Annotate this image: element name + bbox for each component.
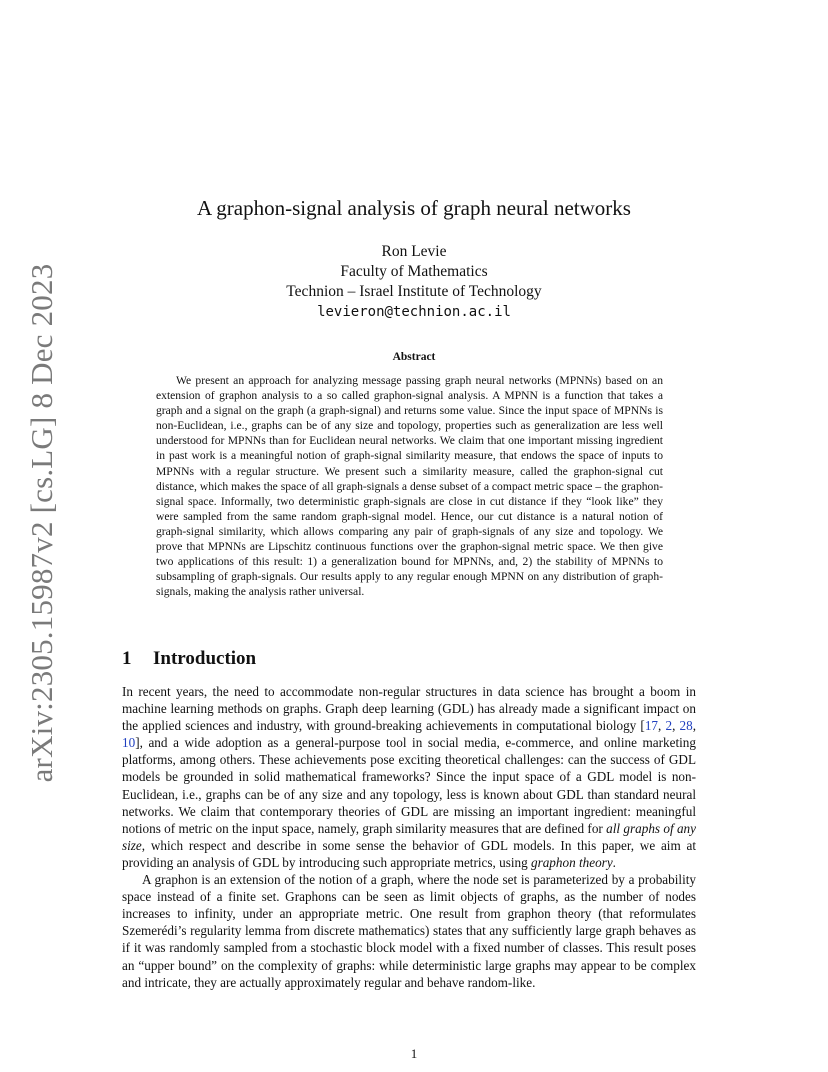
citation-link[interactable]: 10 xyxy=(122,735,136,751)
author-institution: Technion – Israel Institute of Technology xyxy=(286,283,542,300)
author-block xyxy=(0,242,828,322)
abstract-text: We present an approach for analyzing message passing graph neural networks (MPNNs) based on an extension of graphon analysis to a so called graphon-signal analysis. A MPNN is a function that takes a graph and a signal on the graph (a graph-signal) and returns some value. Since the input space of MPNNs is non-Euclidean, i.e., graphs can be of any size and topology, properties such as generalization are less well understood for MPNNs than for Euclidean neural networks. We claim that one important missing ingredient in past work is a meaningful notion of graph-signal similarity measure, that endows the space of inputs to MPNNs with a regular structure. We present such a similarity measure, called the graphon-signal cut distance, which makes the space of all graph-signals a dense subset of a compact metric space – the graphon-signal space. Informally, two deterministic graph-signals are close in cut distance if they “look like” they were sampled from the same random graph-signal model. Hence, our cut distance is a natural notion of graph-signal similarity, which allows comparing any pair of graph-signals of any size and topology. We prove that MPNNs are Lipschitz continuous functions over the graphon-signal metric space. We then give two applications of this result: 1) a generalization bound for MPNNs, and, 2) the stability of MPNNs to subsampling of graph-signals. Our results apply to any regular enough MPNN on any distribution of graph-signals, making the analysis rather universal. xyxy=(156,374,663,599)
section-heading xyxy=(122,648,256,670)
author-department: Faculty of Mathematics xyxy=(340,263,488,280)
citation-link[interactable]: 17 xyxy=(644,718,659,734)
paragraph-text: ], and a wide adoption as a general-purpose tool in social media, e-commerce, and online marketing platforms, among others. These achievements pose exciting theoretical challenges: can the success of GDL models be grounded in solid mathematical frameworks? Since the input space of a GDL model is non-Euclidean, i.e., graphs can be of any size and any topology, less is known about GDL than standard neural networks. We claim that contemporary theories of GDL are missing an important ingredient: meaningful notions of metric on the input space, namely, graph similarity measures that are defined for xyxy=(122,735,696,836)
citation-link[interactable]: 2 xyxy=(665,718,673,734)
paper-title: A graphon-signal analysis of graph neural networks xyxy=(197,196,631,220)
page-number: 1 xyxy=(410,1046,418,1061)
intro-paragraph-2: A graphon is an extension of the notion of a graph, where the node set is parameterized by a probability space instead of a finite set. Graphons can be seen as limit objects of graphs, as the number of nodes increases to infinity, under an appropriate metric. One result from graphon theory (that reformulates Szemerédi’s regularity lemma from discrete mathematics) states that any sufficiently large graph behaves as if it was randomly sampled from a stochastic block model with a fixed number of classes. This result poses an “upper bound” on the complexity of graphs: while deterministic large graphs may appear to be complex and intricate, they are actually approximately regular and behave random-like. xyxy=(122,872,696,990)
emphasis-text: graphon theory xyxy=(530,854,613,870)
paragraph-text: . xyxy=(612,854,616,870)
citation-link[interactable]: 28 xyxy=(679,718,693,734)
citation-separator: , xyxy=(672,718,680,734)
abstract-heading: Abstract xyxy=(392,351,436,363)
intro-paragraph-1 xyxy=(122,683,696,871)
paragraph-text: , which respect and describe in some sense the behavior of GDL models. In this paper, we aim at providing an analysis of GDL by introducing such appropriate metrics, using xyxy=(122,837,696,870)
introduction-body xyxy=(122,683,696,991)
citation-separator: , xyxy=(658,718,666,734)
section-title: Introduction xyxy=(153,648,257,669)
citation-separator: , xyxy=(692,718,697,734)
emphasis-text: all graphs of any size xyxy=(122,820,697,853)
arxiv-identifier-text: arXiv:2305.15987v2 [cs.LG] 8 Dec 2023 xyxy=(24,263,59,783)
paragraph-text: In recent years, the need to accommodate non-regular structures in data science has brought a boom in machine learning methods on graphs. Graph deep learning (GDL) has already made a significant impact on the applied sciences and industry, with ground-breaking achievements in computational biology [ xyxy=(122,684,696,734)
section-number: 1 xyxy=(122,648,132,669)
author-email: levieron@technion.ac.il xyxy=(317,304,511,320)
author-name: Ron Levie xyxy=(381,243,447,260)
